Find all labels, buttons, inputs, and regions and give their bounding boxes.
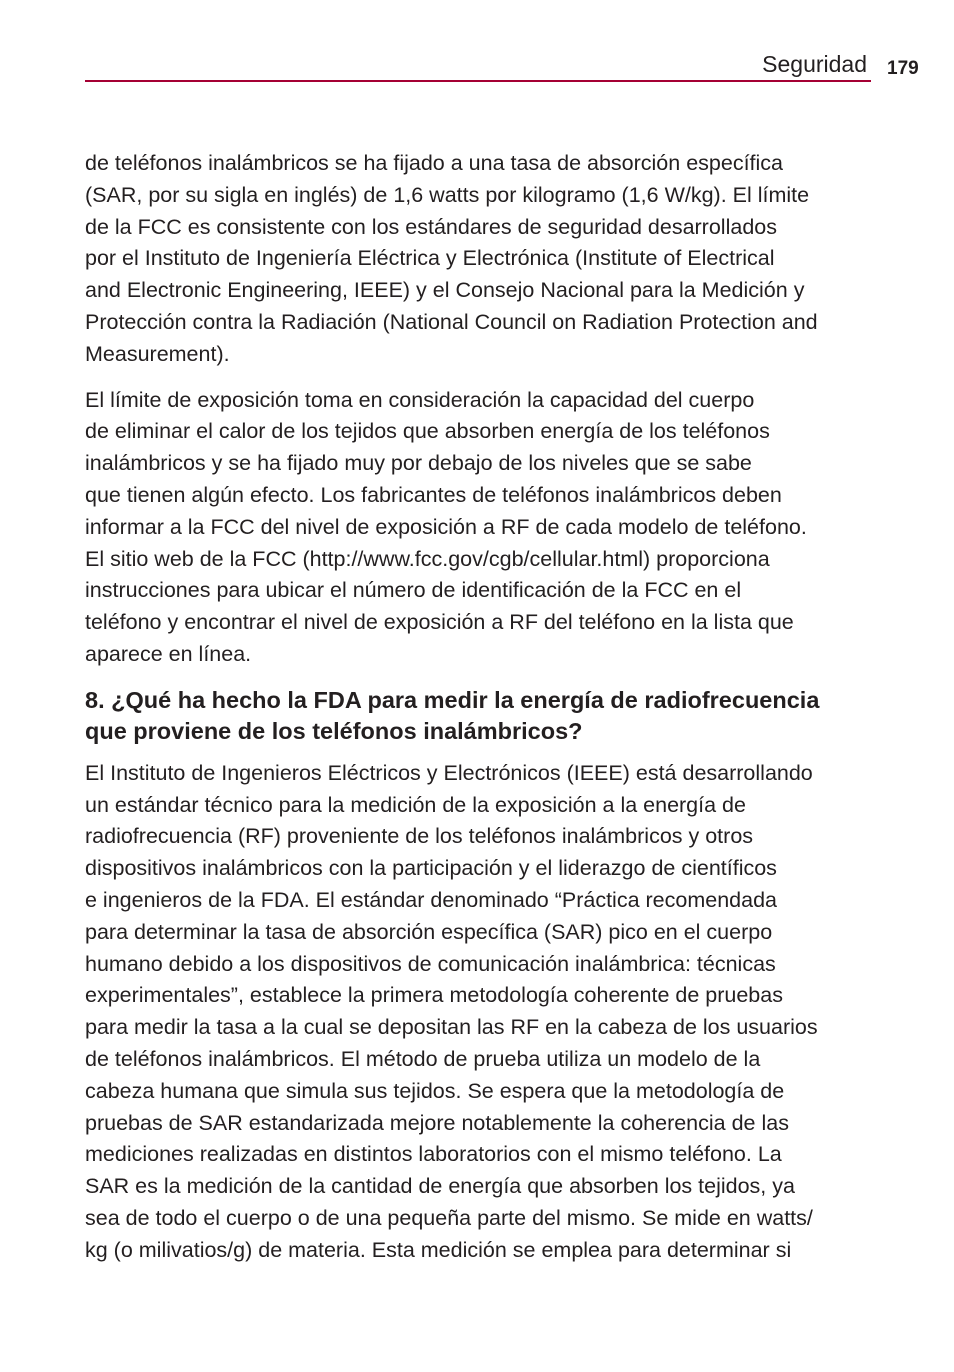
text-line: SAR es la medición de la cantidad de energía que absorben los tejidos, ya	[85, 1174, 795, 1199]
heading-line: que proviene de los teléfonos inalámbricos?	[85, 718, 583, 745]
page-body	[85, 148, 880, 1267]
text-line: kg (o milivatios/g) de materia. Esta medición se emplea para determinar si	[85, 1237, 792, 1262]
text-line: Measurement).	[85, 341, 230, 366]
text-line: pruebas de SAR estandarizada mejore notablemente la coherencia de las	[85, 1110, 789, 1135]
heading-line: 8. ¿Qué ha hecho la FDA para medir la energía de radiofrecuencia	[85, 686, 820, 713]
text-line: de teléfonos inalámbricos se ha fijado a una tasa de absorción específica	[85, 151, 783, 175]
text-line: instrucciones para ubicar el número de identificación de la FCC en el	[85, 578, 742, 603]
text-line: e ingenieros de la FDA. El estándar denominado “Práctica recomendada	[85, 887, 777, 912]
paragraph-sar-limit	[85, 148, 880, 371]
text-line: teléfono y encontrar el nivel de exposición a RF del teléfono en la lista que	[85, 610, 794, 635]
text-line: que tienen algún efecto. Los fabricantes de teléfonos inalámbricos deben	[85, 482, 782, 507]
text-line: dispositivos inalámbricos con la participación y el liderazgo de científicos	[85, 856, 777, 881]
paragraph-ieee-standard	[85, 758, 880, 1267]
paragraph-exposure-limit	[85, 385, 880, 671]
text-line: El Instituto de Ingenieros Eléctricos y Electrónicos (IEEE) está desarrollando	[85, 760, 813, 785]
text-line: un estándar técnico para la medición de la exposición a la energía de	[85, 792, 746, 817]
text-line: mediciones realizadas en distintos laboratorios con el mismo teléfono. La	[85, 1142, 782, 1167]
text-line: experimentales”, establece la primera metodología coherente de pruebas	[85, 983, 783, 1008]
text-line: aparece en línea.	[85, 641, 252, 666]
text-line: Protección contra la Radiación (National Council on Radiation Protection and	[85, 309, 818, 334]
question-heading-8	[85, 685, 880, 748]
text-line: and Electronic Engineering, IEEE) y el Consejo Nacional para la Medición y	[85, 278, 805, 303]
text-line: de eliminar el calor de los tejidos que absorben energía de los teléfonos	[85, 419, 770, 444]
text-line: de teléfonos inalámbricos. El método de prueba utiliza un modelo de la	[85, 1046, 761, 1071]
text-line: inalámbricos y se ha fijado muy por debajo de los niveles que se sabe	[85, 451, 752, 476]
page-header	[0, 0, 954, 90]
text-line: humano debido a los dispositivos de comunicación inalámbrica: técnicas	[85, 951, 776, 976]
text-line: El sitio web de la FCC (http://www.fcc.gov/cgb/cellular.html) proporciona	[85, 546, 770, 571]
text-line: informar a la FCC del nivel de exposición a RF de cada modelo de teléfono.	[85, 514, 807, 539]
text-line: de la FCC es consistente con los estándares de seguridad desarrollados	[85, 214, 777, 239]
header-divider	[85, 80, 871, 82]
text-line: radiofrecuencia (RF) proveniente de los teléfonos inalámbricos y otros	[85, 824, 754, 849]
text-line: (SAR, por su sigla en inglés) de 1,6 watts por kilogramo (1,6 W/kg). El límite	[85, 182, 810, 207]
section-title: Seguridad	[762, 51, 867, 77]
text-line: para determinar la tasa de absorción específica (SAR) pico en el cuerpo	[85, 919, 773, 944]
page-number: 179	[887, 58, 919, 79]
text-line: por el Instituto de Ingeniería Eléctrica y Electrónica (Institute of Electrical	[85, 246, 775, 271]
text-line: para medir la tasa a la cual se depositan las RF en la cabeza de los usuarios	[85, 1015, 818, 1040]
text-line: cabeza humana que simula sus tejidos. Se espera que la metodología de	[85, 1078, 785, 1103]
text-line: El límite de exposición toma en consideración la capacidad del cuerpo	[85, 387, 755, 412]
text-line: sea de todo el cuerpo o de una pequeña parte del mismo. Se mide en watts/	[85, 1205, 813, 1230]
